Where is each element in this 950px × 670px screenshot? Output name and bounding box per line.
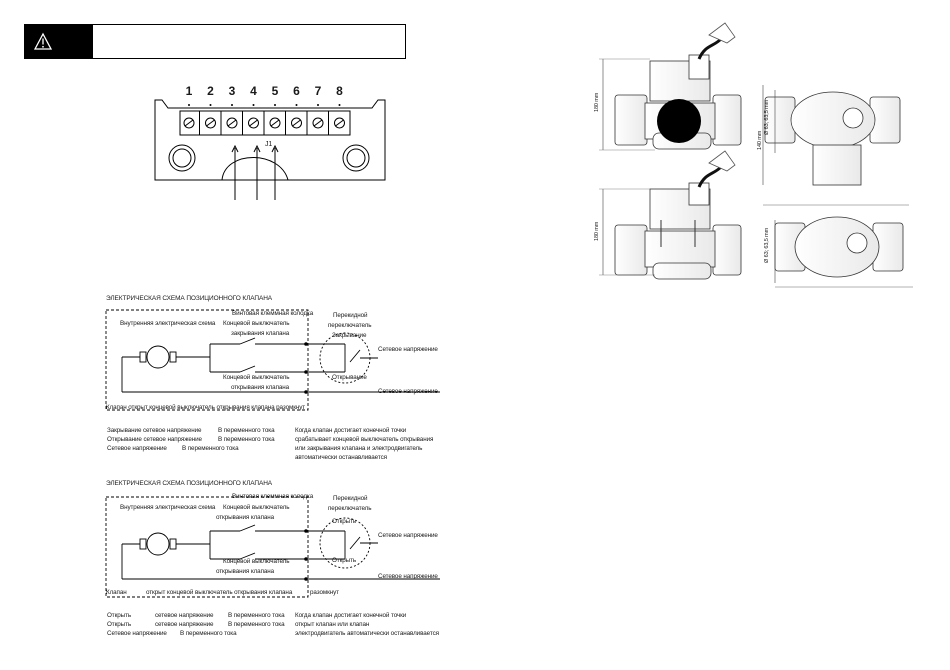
schema2-footer-right: разомкнут	[310, 589, 339, 596]
schema1-internal-circuit-label: Внутренняя электрическая схема	[120, 320, 216, 327]
dimension-diameter-top: Ø 63; 63,5 mm	[764, 99, 770, 135]
terminal-number-8: 8	[336, 84, 343, 98]
schema1-limit-open-line1: Концевой выключатель	[223, 374, 290, 381]
terminal-number-1: 1	[185, 84, 193, 98]
terminal-number-3: 3	[228, 84, 236, 98]
schema1-table-row3-col1: Сетевое напряжение	[107, 445, 167, 452]
schema2-table-row3-col1: Сетевое напряжение	[107, 630, 167, 637]
schema1-close-label: Закрывание	[332, 332, 367, 339]
schema1-note-line3: или закрывания клапана и электродвигатель	[295, 445, 423, 452]
terminal-number-7: 7	[314, 84, 322, 98]
schema2-open-label-2: Открыть	[332, 557, 357, 564]
dimension-height-top: 180 mm	[594, 92, 600, 112]
schema2-internal-circuit-label: Внутренняя электрическая схема	[120, 504, 216, 511]
schema1-footer-note: Клапан открыт концевой выключатель открывания клапана разомкнут	[106, 404, 306, 411]
schema1-limit-close-line1: Концевой выключатель	[223, 320, 290, 327]
schema2-title: ЭЛЕКТРИЧЕСКАЯ СХЕМА ПОЗИЦИОННОГО КЛАПАНА	[106, 480, 273, 487]
schema2-mains-voltage-1: Сетевое напряжение	[378, 532, 438, 539]
terminal-block-drawing	[150, 80, 390, 200]
schema2-note-line3: электродвигатель автоматически останавливается	[295, 630, 439, 637]
schema2-footer-left-2: открыт концевой выключатель открывания клапана	[146, 589, 293, 596]
schema1-open-label: Открывание	[332, 374, 367, 381]
valve-drawings	[595, 15, 925, 300]
schema2-table-row1-col1: Открыть	[107, 612, 132, 619]
schema1-table-row3-col2: В переменного тока	[182, 445, 239, 452]
schema2-limit-open-line1: Концевой выключатель	[223, 504, 290, 511]
schema1-note-line1: Когда клапан достигает конечной точки	[295, 427, 407, 434]
schema2-limit-open-line2: открывания клапана	[216, 514, 275, 521]
schema1-mains-voltage-2: Сетевое напряжение	[378, 388, 438, 395]
warning-banner	[24, 24, 406, 59]
warning-icon-panel	[25, 25, 93, 58]
schema2-changeover-line1: Перекидной	[333, 495, 368, 502]
terminal-number-5: 5	[271, 84, 279, 98]
dimension-height-bottom: 180 mm	[594, 221, 600, 241]
schema2-table-row1-col1b: сетевое напряжение	[155, 612, 214, 619]
schema2-table-row2-col1: Открыть	[107, 621, 132, 628]
connector-label: J1	[265, 141, 273, 148]
schema1-table-row2-col2: В переменного тока	[218, 436, 275, 443]
schema1-changeover-line2: переключатель	[328, 322, 372, 329]
schema1-terminal-block-label: Винтовая клеммная колодка	[232, 310, 314, 317]
schema1-note-line4: автоматически останавливается	[295, 454, 387, 461]
schema2-table-row2-col2: В переменного тока	[228, 621, 285, 628]
schema1-table-row1-col2: В переменного тока	[218, 427, 275, 434]
schema1-mains-voltage-1: Сетевое напряжение	[378, 346, 438, 353]
schema1-limit-open-line2: открывания клапана	[231, 384, 290, 391]
schema2-note-line2: открыт клапан или клапан	[295, 621, 370, 628]
warning-icon	[25, 25, 93, 58]
schema1-changeover-line1: Перекидной	[333, 312, 368, 319]
schema1-table-row1-col1: Закрывание сетевое напряжение	[107, 427, 202, 434]
schema2-table-row1-col2: В переменного тока	[228, 612, 285, 619]
terminal-number-6: 6	[293, 84, 300, 98]
schema1-title: ЭЛЕКТРИЧЕСКАЯ СХЕМА ПОЗИЦИОННОГО КЛАПАНА	[106, 295, 273, 302]
schema2-note-line1: Когда клапан достигает конечной точки	[295, 612, 407, 619]
dimension-side-height: 140 mm	[757, 130, 763, 150]
terminal-number-2: 2	[207, 84, 214, 98]
schema1-limit-close-line2: закрывания клапана	[231, 330, 290, 337]
dimension-diameter-bottom: Ø 63; 63,5 mm	[764, 227, 770, 263]
schema1-table-row2-col1: Открывание сетевое напряжение	[107, 436, 202, 443]
schema2-open-label-1: Открыть	[332, 518, 357, 525]
schema2-table-row2-col1b: сетевое напряжение	[155, 621, 214, 628]
schema2-mains-voltage-2: Сетевое напряжение	[378, 573, 438, 580]
schema2-footer-left-1: Клапан	[106, 589, 127, 596]
schema2-changeover-line2: переключатель	[328, 505, 372, 512]
schema2-table-row3-col2: В переменного тока	[180, 630, 237, 637]
schema2-terminal-block-label: Винтовая клеммная колодка	[232, 493, 314, 500]
terminal-number-4: 4	[250, 84, 257, 98]
schema1-note-line2: срабатывает концевой выключатель открывания	[295, 436, 434, 443]
schema2-limit-open2-line2: открывания клапана	[216, 568, 275, 575]
schema2-limit-open2-line1: Концевой выключатель	[223, 558, 290, 565]
